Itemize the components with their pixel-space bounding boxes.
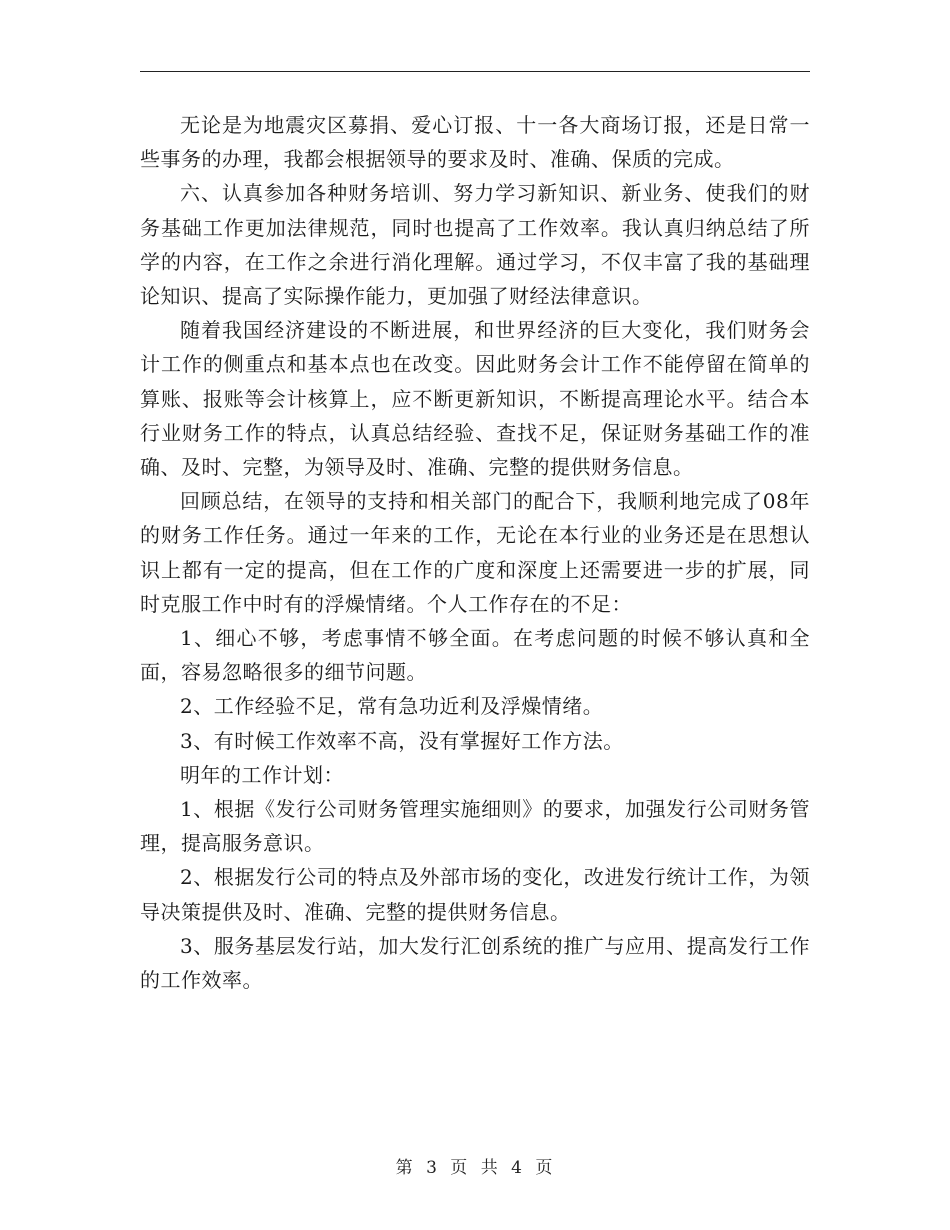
page-number-footer: 第 3 页 共 4 页 bbox=[395, 1158, 555, 1178]
paragraph-5: 1、细心不够，考虑事情不够全面。在考虑问题的时候不够认真和全面，容易忽略很多的细节问题。 bbox=[140, 626, 810, 685]
paragraph-10: 2、根据发行公司的特点及外部市场的变化，改进发行统计工作，为领导决策提供及时、准确、完整的提供财务信息。 bbox=[140, 865, 810, 924]
paragraph-4: 回顾总结，在领导的支持和相关部门的配合下，我顺利地完成了08年的财务工作任务。通过一年来的工作，无论在本行业的业务还是在思想认识上都有一定的提高，但在工作的广度和深度上还需要进一步的扩展，同时克服工作中时有的浮燥情绪。个人工作存在的不足： bbox=[140, 489, 810, 616]
paragraph-11: 3、服务基层发行站，加大发行汇创系统的推广与应用、提高发行工作的工作效率。 bbox=[140, 933, 810, 993]
paragraph-9: 1、根据《发行公司财务管理实施细则》的要求，加强发行公司财务管理，提高服务意识。 bbox=[140, 797, 810, 856]
document-body bbox=[140, 108, 810, 997]
paragraph-8: 明年的工作计划： bbox=[180, 762, 344, 787]
paragraph-3: 随着我国经济建设的不断进展，和世界经济的巨大变化，我们财务会计工作的侧重点和基本点也在改变。因此财务会计工作不能停留在简单的算账、报账等会计核算上，应不断更新知识，不断提高理论水平。结合本行业财务工作的特点，认真总结经验、查找不足，保证财务基础工作的准确、及时、完整，为领导及时、准确、完整的提供财务信息。 bbox=[140, 318, 810, 480]
paragraph-2: 六、认真参加各种财务培训、努力学习新知识、新业务、使我们的财务基础工作更加法律规范，同时也提高了工作效率。我认真归纳总结了所学的内容，在工作之余进行消化理解。通过学习，不仅丰富了我的基础理论知识、提高了实际操作能力，更加强了财经法律意识。 bbox=[140, 181, 810, 309]
paragraph-1: 无论是为地震灾区募捐、爱心订报、十一各大商场订报，还是日常一些事务的办理，我都会根据领导的要求及时、准确、保质的完成。 bbox=[140, 113, 810, 172]
paragraph-6: 2、工作经验不足，常有急功近利及浮燥情绪。 bbox=[180, 694, 604, 719]
paragraph-7: 3、有时候工作效率不高，没有掌握好工作方法。 bbox=[180, 728, 624, 753]
header-rule bbox=[140, 71, 810, 72]
